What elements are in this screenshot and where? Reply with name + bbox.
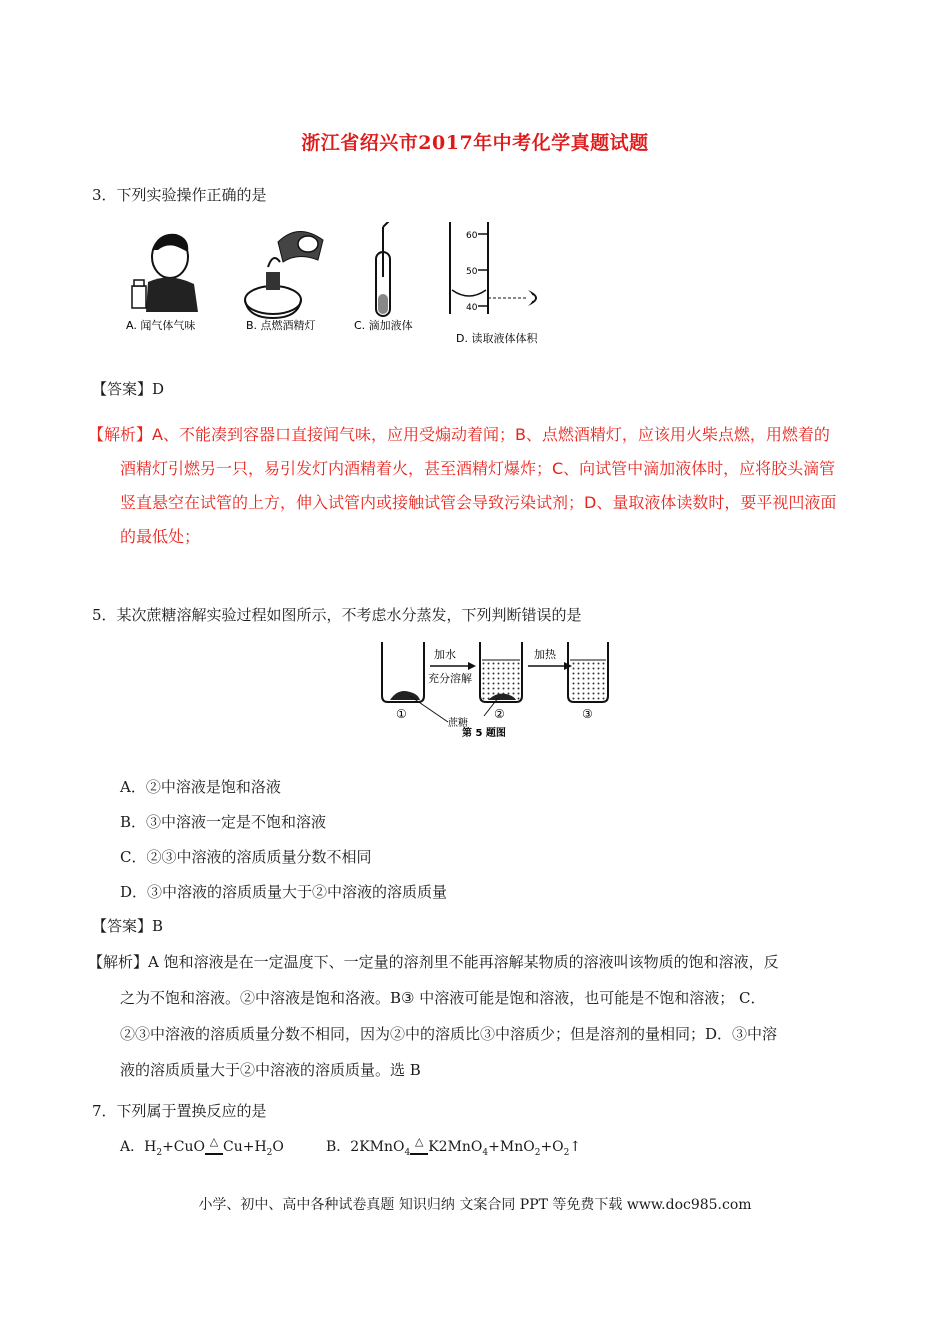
question-5-figure — [376, 636, 616, 740]
analysis-line: 【解析】A、不能凑到容器口直接闻气味，应用受煽动着闻；B、点燃酒精灯，应该用火柴点燃，用燃着的 — [88, 425, 830, 444]
formula-sub: 4 — [404, 1147, 411, 1158]
formula-sub: 4 — [482, 1147, 489, 1158]
label-dissolve: 充分溶解 — [428, 672, 472, 685]
question-3-answer: 【答案】D — [92, 380, 165, 398]
caption-d: D. 读取液体体积 — [456, 332, 538, 345]
question-7-option-a — [120, 1136, 284, 1158]
question-7-stem: 7．下列属于置换反应的是 — [92, 1102, 267, 1120]
formula-sub: 2 — [266, 1147, 273, 1158]
option-d: D．③中溶液的溶质质量大于②中溶液的溶质质量 — [120, 883, 448, 901]
scale-label-50: 50 — [466, 267, 478, 277]
label-beaker-1: ① — [396, 707, 407, 721]
formula-text: +CuO — [162, 1139, 205, 1155]
formula-sub: 2 — [563, 1147, 570, 1158]
question-5-analysis — [88, 944, 872, 1088]
formula-text: B．2KMnO — [326, 1139, 405, 1155]
question-7-option-b — [326, 1136, 581, 1158]
formula-text: +MnO — [488, 1139, 535, 1155]
scale-label-60: 60 — [466, 231, 478, 241]
formula-sub: 2 — [534, 1147, 541, 1158]
option-a: A．②中溶液是饱和洛液 — [120, 778, 281, 796]
label-beaker-2: ② — [494, 707, 505, 721]
figure-a-smelling — [132, 234, 198, 312]
analysis-line: 之为不饱和溶液。②中溶液是饱和洛液。B③ 中溶液可能是饱和溶液，也可能是不饱和溶液； C． — [120, 989, 766, 1007]
page-title: 浙江省绍兴市2017年中考化学真题试题 — [301, 132, 649, 154]
analysis-line: 液的溶质质量大于②中溶液的溶质质量。选 B — [120, 1061, 421, 1079]
caption-b: B. 点燃酒精灯 — [246, 319, 316, 332]
scale-label-40: 40 — [466, 303, 478, 313]
option-b: B．③中溶液一定是不饱和溶液 — [120, 813, 327, 831]
option-c: C．②③中溶液的溶质质量分数不相同 — [120, 848, 372, 866]
formula-sub: 2 — [156, 1147, 163, 1158]
figure-b-alcohol-lamp — [245, 231, 323, 318]
formula-text: K2MnO — [428, 1139, 483, 1155]
formula-text: Cu+H — [223, 1139, 267, 1155]
label-beaker-3: ③ — [582, 707, 593, 721]
gas-arrow-icon: ↑ — [569, 1139, 582, 1155]
label-add-water: 加水 — [434, 648, 456, 661]
analysis-line: 的最低处； — [120, 527, 201, 546]
heat-condition — [205, 1135, 223, 1155]
formula-text: A．H — [120, 1139, 157, 1155]
figure-c-dropper — [376, 222, 409, 316]
analysis-line: 【解析】A 饱和溶液是在一定温度下、一定量的溶剂里不能再溶解某物质的溶液叫该物质的饱和溶液，反 — [88, 953, 779, 971]
label-sugar: 蔗糖 — [448, 718, 468, 729]
analysis-line: 酒精灯引燃另一只，易引发灯内酒精着火，甚至酒精灯爆炸；C、向试管中滴加液体时，应将胶头滴管 — [120, 459, 836, 478]
page-footer: 小学、初中、高中各种试卷真题 知识归纳 文案合同 PPT 等免费下载 www.doc985.com — [198, 1197, 752, 1213]
formula-text: O — [272, 1139, 284, 1155]
heat-condition — [410, 1135, 428, 1155]
caption-a: A. 闻气体气味 — [126, 319, 196, 332]
delta-symbol: △ — [209, 1135, 219, 1148]
question-5-stem: 5．某次蔗糖溶解实验过程如图所示，不考虑水分蒸发，下列判断错误的是 — [92, 606, 582, 624]
delta-symbol: △ — [414, 1135, 424, 1148]
caption-c: C. 滴加液体 — [354, 319, 413, 332]
label-heat: 加热 — [534, 648, 556, 661]
analysis-line: 竖直悬空在试管的上方，伸入试管内或接触试管会导致污染试剂；D、量取液体读数时，要平视凹液面 — [120, 493, 837, 512]
analysis-line: ②③中溶液的溶质质量分数不相同，因为②中的溶质比③中溶质少；但是溶剂的量相同；D．③中溶 — [120, 1025, 778, 1043]
question-3-stem: 3．下列实验操作正确的是 — [92, 186, 267, 204]
question-3-figure — [118, 222, 558, 352]
question-5-answer: 【答案】B — [92, 917, 164, 935]
formula-text: +O — [540, 1139, 564, 1155]
figure-d-cylinder — [450, 222, 537, 314]
figure-caption: 第 5 题图 — [462, 728, 506, 739]
question-3-analysis — [88, 418, 882, 554]
